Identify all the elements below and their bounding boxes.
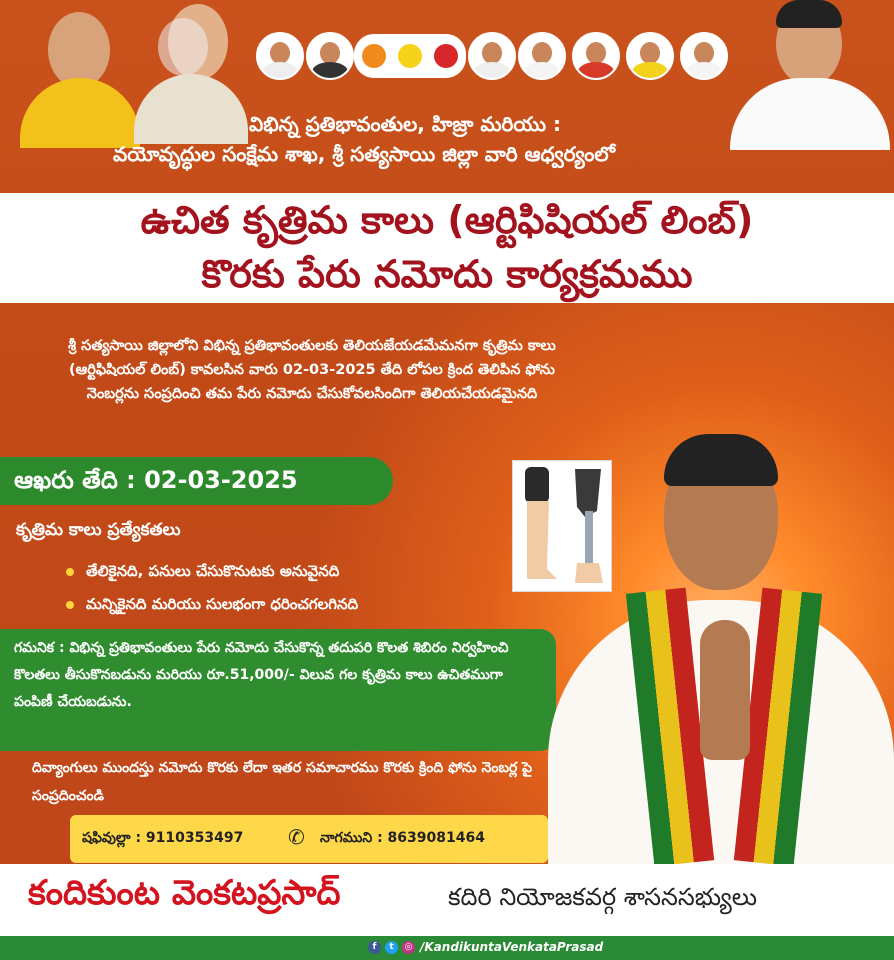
instagram-icon[interactable]: ◎ xyxy=(402,941,415,954)
facebook-icon[interactable]: f xyxy=(368,941,381,954)
artificial-limb-image xyxy=(512,460,612,592)
features-heading: కృత్రిమ కాలు ప్రత్యేకతలు xyxy=(16,520,181,540)
leader-portrait-second xyxy=(128,4,248,144)
phone-icon: ✆ xyxy=(288,825,305,849)
bullet-icon xyxy=(66,568,74,576)
note-box xyxy=(0,629,556,751)
leader-portrait-right xyxy=(730,0,890,150)
social-bar xyxy=(0,936,894,960)
header-line-1: విభిన్న ప్రతిభావంతుల, హిజ్రా మరియు : xyxy=(249,112,562,136)
party-logos xyxy=(354,34,466,78)
mla-name: కందికుంట వెంకటప్రసాద్ xyxy=(28,873,341,913)
leader-avatar-1 xyxy=(256,32,304,80)
title-line-1: ఉచిత కృత్రిమ కాలు (ఆర్టిఫిషియల్ లింబ్) xyxy=(140,198,754,242)
feature-item: తేలికైనది, పనులు చేసుకొనుటకు అనువైనది xyxy=(86,562,340,580)
leader-portrait-left xyxy=(20,8,140,148)
twitter-icon[interactable]: t xyxy=(385,941,398,954)
deadline-text: ఆఖరు తేది : 02-03-2025 xyxy=(14,466,298,494)
leader-avatar-5 xyxy=(572,32,620,80)
mla-role: కదిరి నియోజకవర్గ శాసనసభ్యులు xyxy=(448,883,758,911)
leader-avatar-3 xyxy=(468,32,516,80)
contact-note: దివ్యాంగులు ముందస్తు నమోదు కొరకు లేదా ఇతర సమాచారము కొరకు క్రింది ఫోను నెంబర్ల పై సంప్రదించండి xyxy=(32,760,533,804)
bullet-icon xyxy=(66,601,74,609)
feature-item: మన్నికైనది మరియు సులభంగా ధరించగలగినది xyxy=(86,595,359,613)
intro-paragraph: శ్రీ సత్యసాయి జిల్లాలోని విభిన్న ప్రతిభావంతులకు తెలియజేయడమేమనగా కృత్రిమ కాలు (ఆర్టిఫిషియల్ లింబ్) కావలసిన వారు 02-03-2025 తేది లోపల క్రింద తెలిపిన ఫోను నెంబర్లను సంప్రదించి తమ పేరు నమోదు చేసుకోవలసిందిగా తెలియచేయడమైనది xyxy=(68,338,556,402)
leader-avatar-7 xyxy=(680,32,728,80)
leader-avatar-4 xyxy=(518,32,566,80)
phone-contact-1[interactable]: షఫివుల్లా : 9110353497 xyxy=(82,830,244,846)
mla-portrait-hair xyxy=(664,434,778,486)
leader-avatar-2 xyxy=(306,32,354,80)
header-line-2: వయోవృద్ధుల సంక్షేమ శాఖ, శ్రీ సత్యసాయి జిల్లా వారి ఆధ్వర్యంలో xyxy=(113,142,615,166)
social-handle[interactable]: /KandikuntaVenkataPrasad xyxy=(420,940,604,954)
leader-avatar-6 xyxy=(626,32,674,80)
note-text: గమనిక : విభిన్న ప్రతిభావంతులు పేరు నమోదు చేసుకొన్న తదుపరి కొలత శిబిరం నిర్వహించి కొలతలు తీసుకొనబడును మరియు రూ.51,000/- విలువ గల కృత్రిమ కాలు ఉచితముగా పంపిణీ చేయబడును. xyxy=(14,640,509,710)
phone-contact-2[interactable]: నాగముని : 8639081464 xyxy=(320,830,485,846)
deadline-banner xyxy=(0,457,393,505)
phone-bar xyxy=(70,815,548,863)
title-line-2: కొరకు పేరు నమోదు కార్యక్రమము xyxy=(201,252,693,296)
folded-hands xyxy=(700,620,750,760)
